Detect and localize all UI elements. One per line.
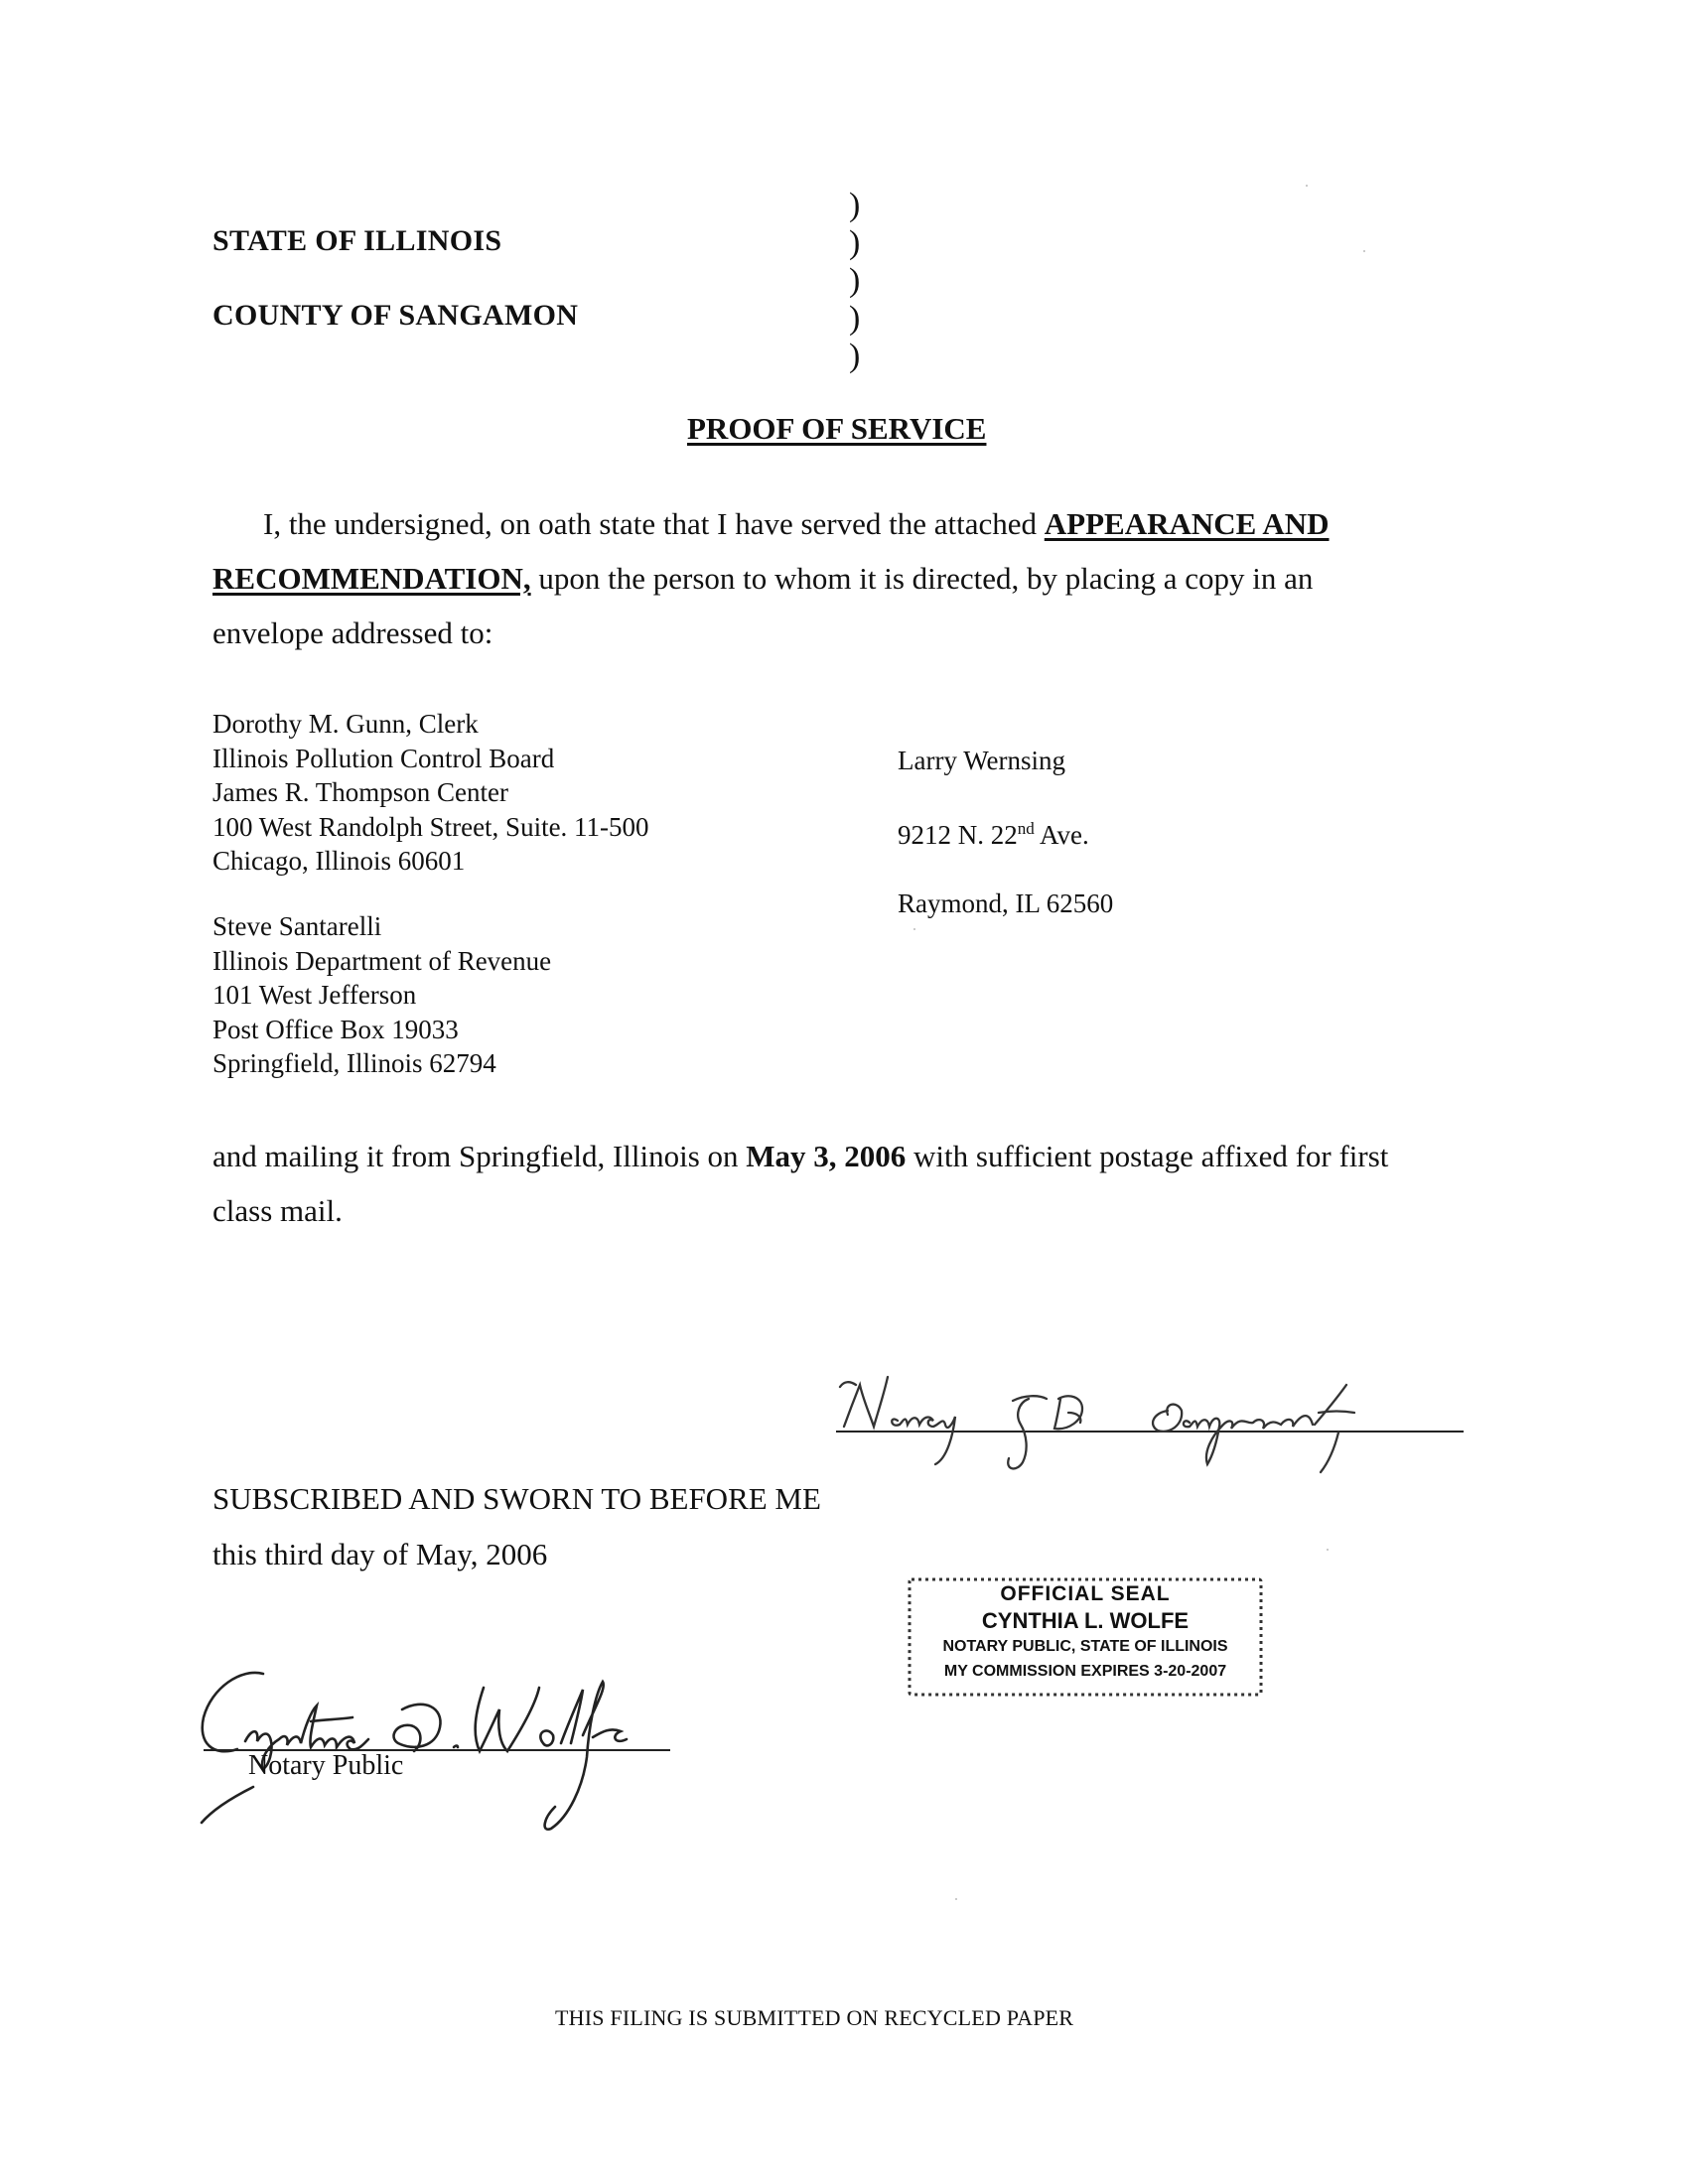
caption-paren: ): [849, 224, 861, 261]
notary-signature: [194, 1648, 789, 1846]
scan-speck: [1327, 1549, 1329, 1551]
document-name-continued: RECOMMENDATION,: [212, 561, 531, 596]
caption-paren: ): [849, 187, 861, 223]
intro-text: upon the person to whom it is directed, by placing a copy in an: [530, 561, 1314, 596]
intro-line-3: envelope addressed to:: [212, 615, 493, 650]
seal-notary-line: NOTARY PUBLIC, STATE OF ILLINOIS: [942, 1638, 1228, 1655]
mailing-date: May 3, 2006: [746, 1139, 907, 1173]
jurat-line-1: SUBSCRIBED AND SWORN TO BEFORE ME: [212, 1481, 821, 1516]
mailing-text: with sufficient postage affixed for first: [906, 1139, 1389, 1173]
street-ordinal: nd: [1017, 818, 1035, 838]
intro-line-2: [212, 561, 1313, 597]
mailing-text: and mailing it from Springfield, Illinois on: [212, 1139, 747, 1173]
caption-parentheses: [849, 187, 860, 375]
seal-name: CYNTHIA L. WOLFE: [981, 1608, 1190, 1633]
mailing-line-1: [212, 1139, 1388, 1174]
addressee-block: Dorothy M. Gunn, Clerk Illinois Pollution Control Board James R. Thompson Center 100 West Randolph Street, Suite. 11-500 Chicago, Illinois 60601: [212, 709, 649, 876]
intro-text: I, the undersigned, on oath state that I have served the attached: [263, 506, 1045, 541]
addressee-street: [898, 812, 1113, 853]
addressee-name: Larry Wernsing: [898, 745, 1066, 775]
street-suffix: Ave.: [1034, 819, 1089, 850]
document-name: APPEARANCE AND: [1044, 506, 1330, 541]
addressee-city: Raymond, IL 62560: [898, 887, 1114, 918]
caption-state: STATE OF ILLINOIS: [212, 224, 502, 257]
document-title: PROOF OF SERVICE: [687, 411, 987, 446]
caption-paren: ): [849, 338, 861, 374]
seal-title: OFFICIAL SEAL: [1000, 1582, 1171, 1605]
caption-paren: ): [849, 300, 861, 337]
mailing-line-2: class mail.: [212, 1193, 343, 1228]
scan-speck: [1306, 185, 1308, 187]
caption-county: COUNTY OF SANGAMON: [212, 299, 579, 332]
addressee-block: Steve Santarelli Illinois Department of Revenue 101 West Jefferson Post Office Box 19033 Springfield, Illinois 62794: [212, 911, 552, 1078]
scan-speck: [955, 1898, 957, 1900]
seal-expiry-line: MY COMMISSION EXPIRES 3-20-2007: [943, 1663, 1227, 1680]
notary-label: Notary Public: [248, 1750, 404, 1781]
footer-recycled-note: THIS FILING IS SUBMITTED ON RECYCLED PAPER: [555, 2005, 1074, 2030]
official-seal-stamp: [907, 1576, 1264, 1698]
addressee-block-right: [898, 709, 1113, 955]
signer-signature: [830, 1355, 1475, 1484]
jurat-line-2: this third day of May, 2006: [212, 1537, 548, 1571]
street-number: 9212 N. 22: [898, 819, 1018, 850]
intro-line-1: [263, 506, 1330, 542]
caption-paren: ): [849, 262, 861, 299]
scan-speck: [913, 928, 915, 930]
scan-speck: [1363, 250, 1365, 252]
